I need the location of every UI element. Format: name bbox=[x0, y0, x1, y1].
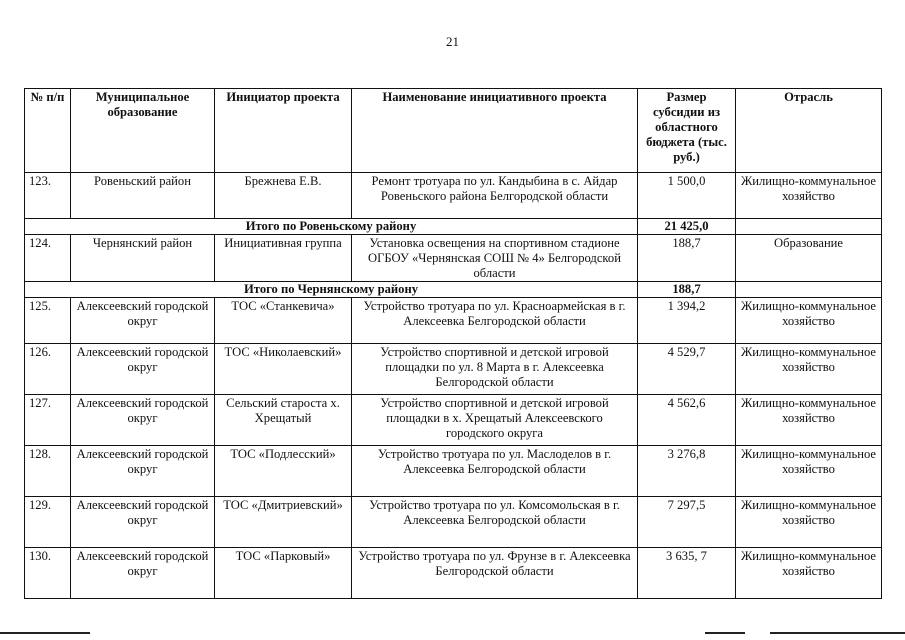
total-label: Итого по Ровеньскому району bbox=[25, 219, 638, 235]
header-municipality: Муниципальное образование bbox=[71, 89, 215, 173]
row-municipality: Алексеевский городской округ bbox=[71, 446, 215, 497]
row-initiator: Инициативная группа bbox=[215, 235, 352, 282]
row-sector: Жилищно-коммунальное хозяйство bbox=[736, 548, 882, 599]
row-num: 124. bbox=[25, 235, 71, 282]
row-num: 127. bbox=[25, 395, 71, 446]
row-project: Устройство тротуара по ул. Комсомольская в г. Алексеевка Белгородской области bbox=[352, 497, 638, 548]
row-subsidy: 4 562,6 bbox=[638, 395, 736, 446]
total-empty-cell bbox=[736, 282, 882, 298]
row-municipality: Алексеевский городской округ bbox=[71, 497, 215, 548]
row-sector: Жилищно-коммунальное хозяйство bbox=[736, 344, 882, 395]
row-municipality: Чернянский район bbox=[71, 235, 215, 282]
table-row bbox=[25, 173, 882, 219]
table-row bbox=[25, 344, 882, 395]
row-project: Устройство тротуара по ул. Красноармейская в г. Алексеевка Белгородской области bbox=[352, 298, 638, 344]
row-num: 125. bbox=[25, 298, 71, 344]
row-initiator: ТОС «Подлесский» bbox=[215, 446, 352, 497]
table-row bbox=[25, 298, 882, 344]
table-row bbox=[25, 395, 882, 446]
row-num: 129. bbox=[25, 497, 71, 548]
row-project: Установка освещения на спортивном стадионе ОГБОУ «Чернянская СОШ № 4» Белгородской области bbox=[352, 235, 638, 282]
row-initiator: ТОС «Дмитриевский» bbox=[215, 497, 352, 548]
row-project: Устройство спортивной и детской игровой площадки в х. Хрещатый Алексеевского городского округа bbox=[352, 395, 638, 446]
table-header-row bbox=[25, 89, 882, 173]
row-initiator: Брежнева Е.В. bbox=[215, 173, 352, 219]
scan-edge-lines bbox=[0, 632, 905, 636]
page-number: 21 bbox=[446, 34, 459, 49]
total-subsidy: 188,7 bbox=[638, 282, 736, 298]
table-row bbox=[25, 497, 882, 548]
row-initiator: Сельский староста х. Хрещатый bbox=[215, 395, 352, 446]
row-subsidy: 188,7 bbox=[638, 235, 736, 282]
row-initiator: ТОС «Николаевский» bbox=[215, 344, 352, 395]
header-project: Наименование инициативного проекта bbox=[352, 89, 638, 173]
row-num: 123. bbox=[25, 173, 71, 219]
table-row bbox=[25, 235, 882, 282]
row-project: Устройство тротуара по ул. Фрунзе в г. Алексеевка Белгородской области bbox=[352, 548, 638, 599]
subsidy-table bbox=[24, 88, 882, 599]
row-municipality: Алексеевский городской округ bbox=[71, 298, 215, 344]
row-project: Устройство тротуара по ул. Маслоделов в г. Алексеевка Белгородской области bbox=[352, 446, 638, 497]
total-empty-cell bbox=[736, 219, 882, 235]
header-sector: Отрасль bbox=[736, 89, 882, 173]
row-sector: Жилищно-коммунальное хозяйство bbox=[736, 446, 882, 497]
total-subsidy: 21 425,0 bbox=[638, 219, 736, 235]
row-initiator: ТОС «Станкевича» bbox=[215, 298, 352, 344]
row-subsidy: 3 276,8 bbox=[638, 446, 736, 497]
header-initiator: Инициатор проекта bbox=[215, 89, 352, 173]
row-num: 128. bbox=[25, 446, 71, 497]
row-municipality: Ровеньский район bbox=[71, 173, 215, 219]
row-num: 130. bbox=[25, 548, 71, 599]
row-subsidy: 1 500,0 bbox=[638, 173, 736, 219]
row-sector: Жилищно-коммунальное хозяйство bbox=[736, 497, 882, 548]
table-row bbox=[25, 548, 882, 599]
row-project: Ремонт тротуара по ул. Кандыбина в с. Айдар Ровеньского района Белгородской области bbox=[352, 173, 638, 219]
total-row bbox=[25, 282, 882, 298]
row-subsidy: 7 297,5 bbox=[638, 497, 736, 548]
row-subsidy: 1 394,2 bbox=[638, 298, 736, 344]
total-label: Итого по Чернянскому району bbox=[25, 282, 638, 298]
row-initiator: ТОС «Парковый» bbox=[215, 548, 352, 599]
row-sector: Образование bbox=[736, 235, 882, 282]
row-sector: Жилищно-коммунальное хозяйство bbox=[736, 395, 882, 446]
row-municipality: Алексеевский городской округ bbox=[71, 395, 215, 446]
row-project: Устройство спортивной и детской игровой площадки по ул. 8 Марта в г. Алексеевка Белгородской области bbox=[352, 344, 638, 395]
total-row bbox=[25, 219, 882, 235]
table-row bbox=[25, 446, 882, 497]
row-municipality: Алексеевский городской округ bbox=[71, 548, 215, 599]
row-municipality: Алексеевский городской округ bbox=[71, 344, 215, 395]
header-num: № п/п bbox=[25, 89, 71, 173]
row-sector: Жилищно-коммунальное хозяйство bbox=[736, 173, 882, 219]
row-subsidy: 3 635, 7 bbox=[638, 548, 736, 599]
header-subsidy: Размер субсидии из областного бюджета (тыс. руб.) bbox=[638, 89, 736, 173]
row-sector: Жилищно-коммунальное хозяйство bbox=[736, 298, 882, 344]
row-subsidy: 4 529,7 bbox=[638, 344, 736, 395]
row-num: 126. bbox=[25, 344, 71, 395]
